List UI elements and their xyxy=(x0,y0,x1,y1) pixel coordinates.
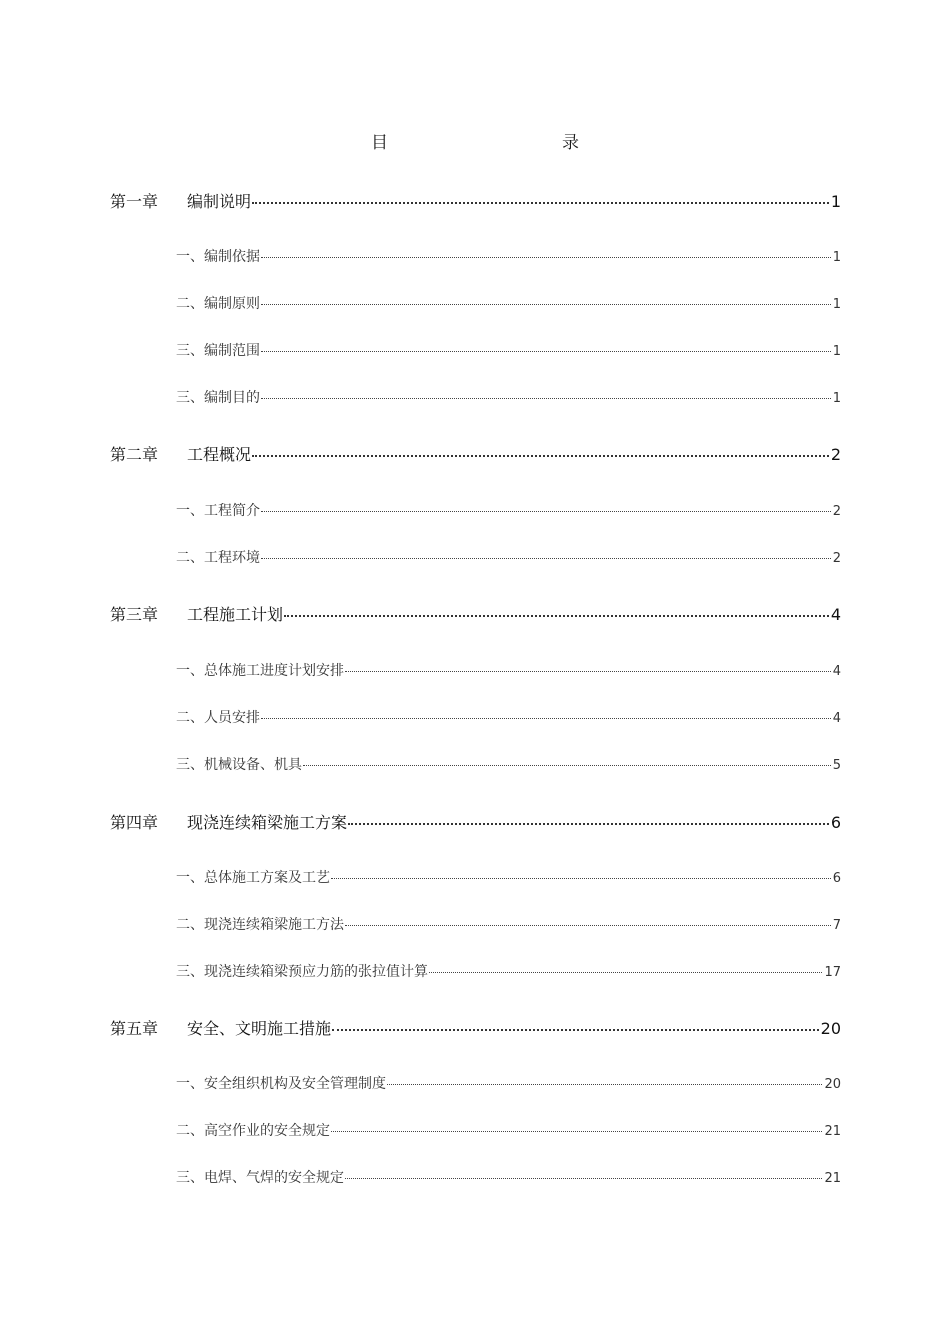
section-title: 二、工程环境 xyxy=(176,550,260,566)
chapter-number: 第三章 xyxy=(110,605,159,624)
dot-leader xyxy=(345,657,831,672)
chapter-title: 安全、文明施工措施 xyxy=(187,1019,332,1038)
dot-leader xyxy=(331,1117,822,1132)
chapter-title: 现浇连续箱梁施工方案 xyxy=(187,813,348,832)
section-title: 二、编制原则 xyxy=(176,296,260,312)
section-page-number: 1 xyxy=(832,297,841,312)
toc-title xyxy=(0,132,950,156)
dot-leader xyxy=(261,337,831,352)
toc-section[interactable] xyxy=(176,293,841,315)
toc-section[interactable] xyxy=(176,387,841,409)
chapter-page-number: 6 xyxy=(830,813,841,832)
dot-leader xyxy=(261,384,831,399)
chapter-page-number: 2 xyxy=(830,445,841,464)
toc-chapter[interactable] xyxy=(110,810,841,834)
toc-section[interactable] xyxy=(176,754,841,776)
toc-section[interactable] xyxy=(176,246,841,268)
chapter-number: 第二章 xyxy=(110,445,159,464)
section-title: 二、现浇连续箱梁施工方法 xyxy=(176,917,344,933)
section-page-number: 7 xyxy=(832,918,841,933)
section-title: 三、电焊、气焊的安全规定 xyxy=(176,1170,344,1186)
toc-section[interactable] xyxy=(176,1167,841,1189)
dot-leader xyxy=(252,439,829,457)
dot-leader xyxy=(331,864,831,879)
toc-chapter[interactable] xyxy=(110,442,841,466)
toc-chapter[interactable] xyxy=(110,189,841,213)
toc-section[interactable] xyxy=(176,914,841,936)
dot-leader xyxy=(345,911,831,926)
section-page-number: 4 xyxy=(832,711,841,726)
chapter-page-number: 20 xyxy=(820,1019,841,1038)
chapter-title: 工程概况 xyxy=(187,445,252,464)
section-page-number: 1 xyxy=(832,391,841,406)
toc-section[interactable] xyxy=(176,961,841,983)
dot-leader xyxy=(261,544,831,559)
section-page-number: 21 xyxy=(824,1124,841,1139)
section-page-number: 2 xyxy=(832,504,841,519)
toc-chapter[interactable] xyxy=(110,1016,841,1040)
chapter-page-number: 4 xyxy=(830,605,841,624)
section-page-number: 17 xyxy=(824,965,841,980)
section-title: 一、安全组织机构及安全管理制度 xyxy=(176,1076,386,1092)
toc-chapter[interactable] xyxy=(110,602,841,626)
toc-section[interactable] xyxy=(176,867,841,889)
toc-title-char-1: 目 xyxy=(371,133,388,153)
toc-section[interactable] xyxy=(176,707,841,729)
section-page-number: 4 xyxy=(832,664,841,679)
toc-title-char-2: 录 xyxy=(562,133,579,153)
section-title: 一、编制依据 xyxy=(176,249,260,265)
dot-leader xyxy=(387,1070,822,1085)
toc-section[interactable] xyxy=(176,547,841,569)
section-page-number: 6 xyxy=(832,871,841,886)
chapter-title: 编制说明 xyxy=(187,192,252,211)
dot-leader xyxy=(284,599,829,617)
chapter-number: 第五章 xyxy=(110,1019,159,1038)
section-title: 一、总体施工方案及工艺 xyxy=(176,870,330,886)
section-title: 三、编制范围 xyxy=(176,343,260,359)
section-title: 三、机械设备、机具 xyxy=(176,757,302,773)
dot-leader xyxy=(261,497,831,512)
toc-section[interactable] xyxy=(176,1073,841,1095)
toc-section[interactable] xyxy=(176,1120,841,1142)
chapter-title: 工程施工计划 xyxy=(187,605,284,624)
dot-leader xyxy=(332,1013,819,1031)
chapter-number: 第一章 xyxy=(110,192,159,211)
section-title: 一、工程简介 xyxy=(176,503,260,519)
section-title: 二、人员安排 xyxy=(176,710,260,726)
section-title: 二、高空作业的安全规定 xyxy=(176,1123,330,1139)
section-page-number: 1 xyxy=(832,344,841,359)
toc-section[interactable] xyxy=(176,660,841,682)
section-page-number: 21 xyxy=(824,1171,841,1186)
toc-section[interactable] xyxy=(176,340,841,362)
chapter-page-number: 1 xyxy=(830,192,841,211)
chapter-number: 第四章 xyxy=(110,813,159,832)
dot-leader xyxy=(345,1164,822,1179)
section-page-number: 20 xyxy=(824,1077,841,1092)
dot-leader xyxy=(303,751,831,766)
section-title: 三、编制目的 xyxy=(176,390,260,406)
dot-leader xyxy=(252,186,829,204)
section-page-number: 2 xyxy=(832,551,841,566)
dot-leader xyxy=(261,243,831,258)
toc-section[interactable] xyxy=(176,500,841,522)
section-title: 一、总体施工进度计划安排 xyxy=(176,663,344,679)
dot-leader xyxy=(261,704,831,719)
section-page-number: 1 xyxy=(832,250,841,265)
section-page-number: 5 xyxy=(832,758,841,773)
dot-leader xyxy=(261,290,831,305)
dot-leader xyxy=(429,958,822,973)
section-title: 三、现浇连续箱梁预应力筋的张拉值计算 xyxy=(176,964,428,980)
dot-leader xyxy=(348,807,829,825)
